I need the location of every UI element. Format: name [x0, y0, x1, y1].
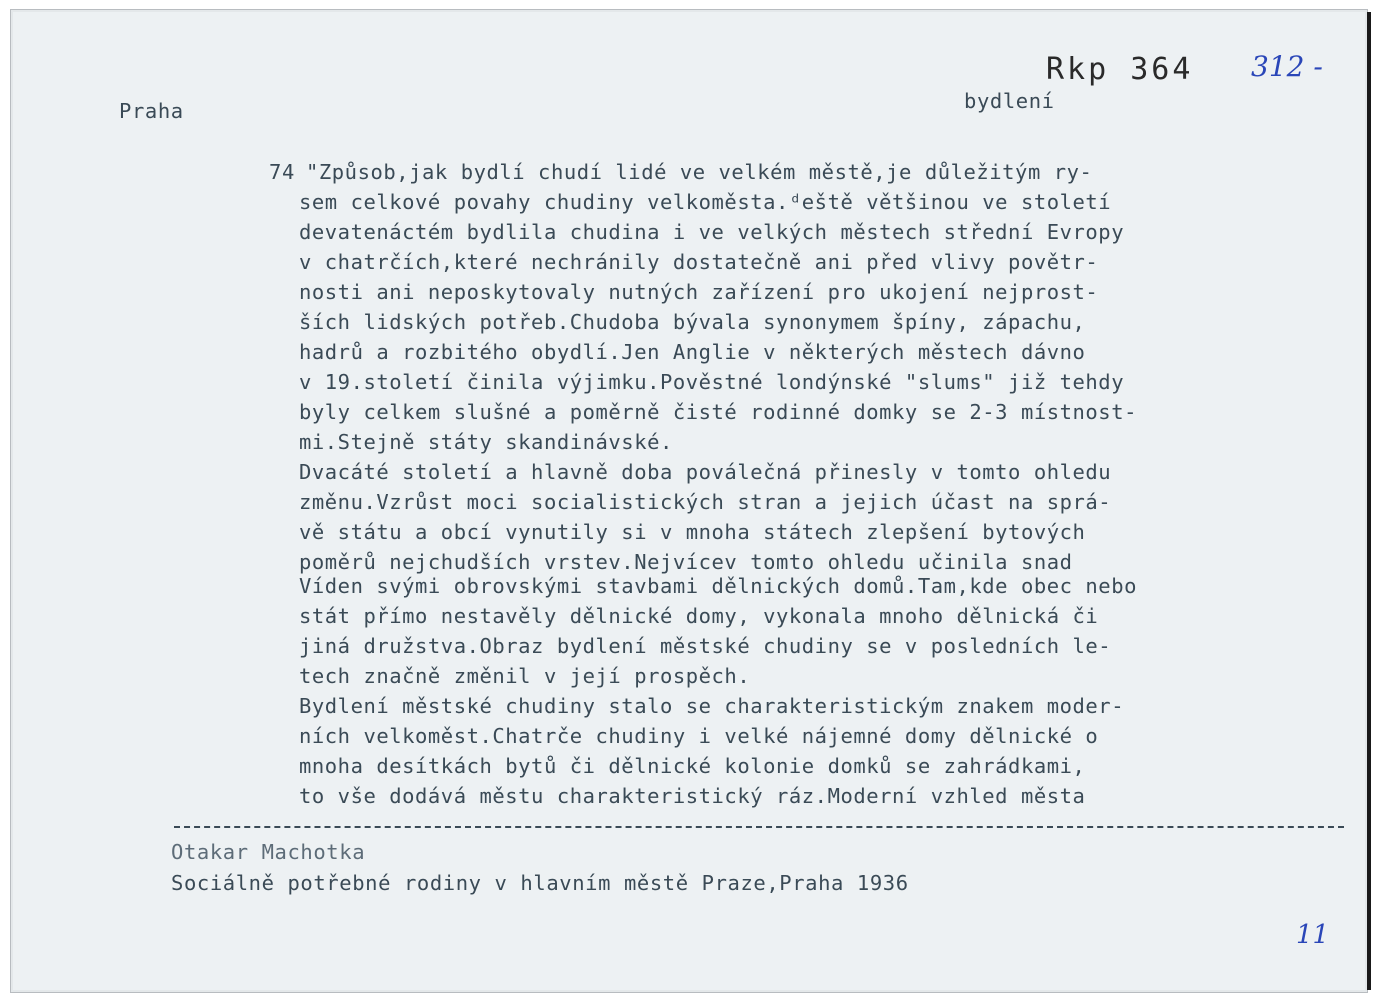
- entry-line: mnoha desítkách bytů či dělnické kolonie domků se zahrádkami,: [299, 754, 1086, 778]
- entry-line: jiná družstva.Obraz bydlení městské chudiny se v posledních le-: [299, 634, 1112, 658]
- entry-line: to vše dodává městu charakteristický ráz.Moderní vzhled města: [299, 784, 1086, 808]
- author: Otakar Machotka: [171, 840, 366, 864]
- entry-line: ších lidských potřeb.Chudoba bývala synonymem špíny, zápachu,: [299, 310, 1086, 334]
- entry-line: Dvacáté století a hlavně doba poválečná přinesly v tomto ohledu: [299, 460, 1112, 484]
- handwritten-reference: 312 -: [1251, 50, 1323, 83]
- entry-line: mi.Stejně státy skandinávské.: [299, 430, 673, 454]
- topic-heading: bydlení: [964, 89, 1055, 113]
- entry-line: ních velkoměst.Chatrče chudiny i velké nájemné domy dělnické o: [299, 724, 1099, 748]
- divider-rule: [174, 826, 1344, 828]
- handwritten-page-number: 11: [1296, 920, 1330, 950]
- source-citation: Sociálně potřebné rodiny v hlavním městě Praze,Praha 1936: [171, 871, 909, 895]
- entry-line: změnu.Vzrůst moci socialistických stran a jejich účast na sprá-: [299, 490, 1112, 514]
- entry-line: sem celkové povahy chudiny velkoměsta.ᵈeště většinou ve století: [299, 190, 1112, 214]
- entry-line: byly celkem slušné a poměrně čisté rodinné domky se 2-3 místnost-: [299, 400, 1137, 424]
- entry-line: "Způsob,jak bydlí chudí lidé ve velkém městě,je důležitým ry-: [306, 160, 1093, 184]
- entry-line: hadrů a rozbitého obydlí.Jen Anglie v některých městech dávno: [299, 340, 1086, 364]
- entry-line: v chatrčích,které nechránily dostatečně ani před vlivy povětr-: [299, 250, 1099, 274]
- entry-line: devatenáctém bydlila chudina i ve velkých městech střední Evropy: [299, 220, 1125, 244]
- entry-line: poměrů nejchudších vrstev.Nejvícev tomto ohledu učinila snad: [299, 550, 1073, 574]
- entry-line: nosti ani neposkytovaly nutných zařízení pro ukojení nejprost-: [299, 280, 1099, 304]
- entry-line: v 19.století činila výjimku.Pověstné londýnské "slums" již tehdy: [299, 370, 1125, 394]
- entry-line: Víden svými obrovskými stavbami dělnických domů.Tam,kde obec nebo: [299, 574, 1137, 598]
- city-heading: Praha: [119, 99, 184, 123]
- shelfmark-stamp: Rkp 364: [1046, 52, 1194, 87]
- entry-line: vě státu a obcí vynutily si v mnoha státech zlepšení bytových: [299, 520, 1086, 544]
- entry-line: Bydlení městské chudiny stalo se charakteristickým znakem moder-: [299, 694, 1125, 718]
- entry-line: stát přímo nestavěly dělnické domy, vykonala mnoho dělnická či: [299, 604, 1099, 628]
- entry-number: 74: [269, 160, 295, 184]
- entry-line: tech značně změnil v její prospěch.: [299, 664, 751, 688]
- index-card: [10, 9, 1368, 993]
